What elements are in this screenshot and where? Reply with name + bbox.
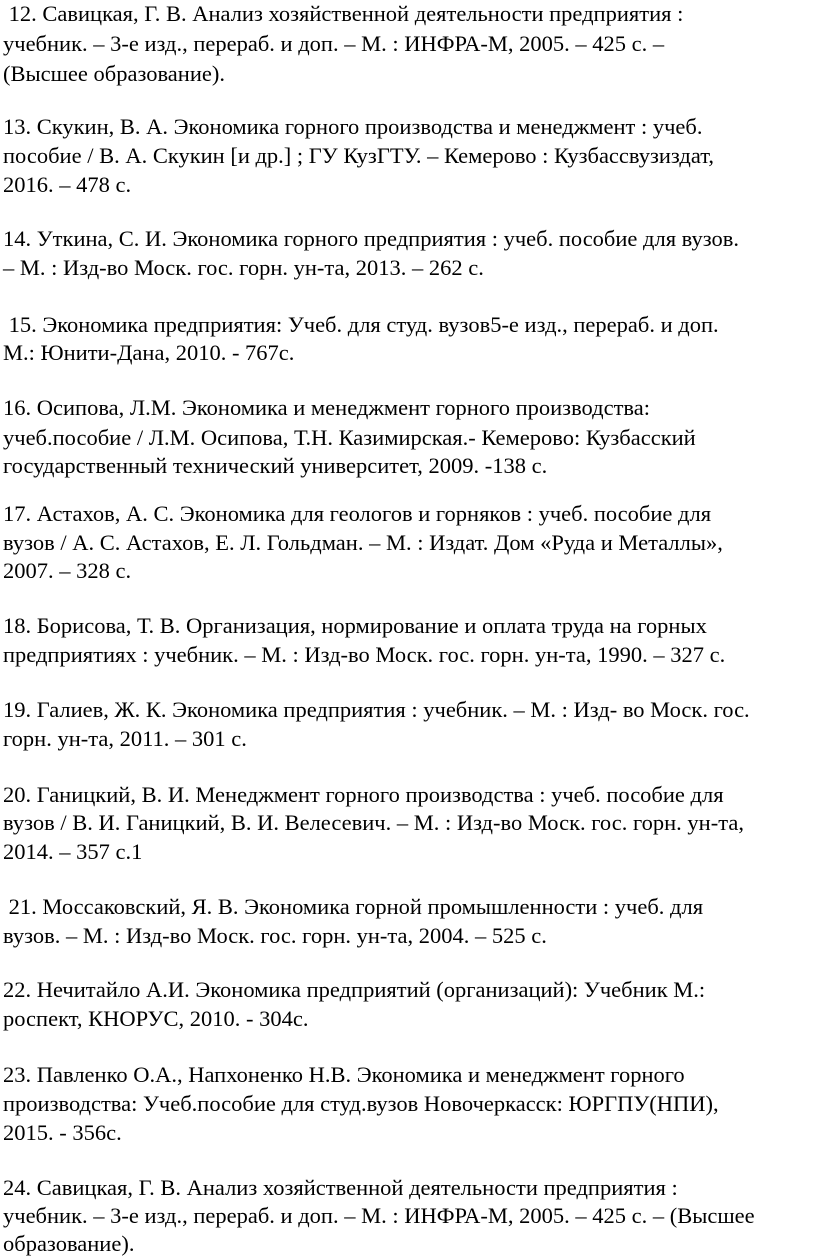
entry-line: вузов. – М. : Изд-во Моск. гос. горн. ун-та, 2004. – 525 с. — [3, 923, 547, 948]
entry-line: 23. Павленко О.А., Напхоненко Н.В. Экономика и менеджмент горного — [3, 1062, 685, 1087]
entry-line: роспект, КНОРУС, 2010. - 304с. — [3, 1006, 309, 1031]
entry-line: 16. Осипова, Л.М. Экономика и менеджмент горного производства: — [3, 395, 650, 420]
entry-line: М.: Юнити-Дана, 2010. - 767с. — [3, 340, 295, 365]
entry-line: вузов / А. С. Астахов, Е. Л. Гольдман. – М. : Издат. Дом «Руда и Металлы», — [3, 530, 723, 555]
entry-line: 19. Галиев, Ж. К. Экономика предприятия : учебник. – М. : Изд- во Моск. гос. — [3, 697, 750, 722]
entry-line: 21. Моссаковский, Я. В. Экономика горной промышленности : учеб. для — [3, 894, 704, 919]
entry-line: государственный технический университет, 2009. -138 с. — [3, 453, 548, 478]
entry-line: 20. Ганицкий, В. И. Менеджмент горного производства : учеб. пособие для — [3, 782, 724, 807]
entry-line: (Высшее образование). — [3, 61, 225, 86]
entry-line: 2007. – 328 с. — [3, 558, 132, 583]
entry-line: 18. Борисова, Т. В. Организация, нормирование и оплата труда на горных — [3, 613, 707, 638]
entry-line: образование). — [3, 1231, 135, 1256]
entry-line: 17. Астахов, А. С. Экономика для геологов и горняков : учеб. пособие для — [3, 501, 712, 526]
entry-line: 2014. – 357 с.1 — [3, 839, 143, 864]
entry-line: 13. Скукин, В. А. Экономика горного производства и менеджмент : учеб. — [3, 114, 703, 139]
entry-line: 12. Савицкая, Г. В. Анализ хозяйственной деятельности предприятия : — [3, 1, 684, 26]
entry-line: пособие / В. А. Скукин [и др.] ; ГУ КузГТУ. – Кемерово : Кузбассвузиздат, — [3, 143, 715, 168]
entry-line: учебник. – 3-е изд., перераб. и доп. – М. : ИНФРА-М, 2005. – 425 с. – — [3, 31, 665, 56]
entry-line: горн. ун-та, 2011. – 301 с. — [3, 726, 247, 751]
entry-line: 22. Нечитайло А.И. Экономика предприятий (организаций): Учебник М.: — [3, 977, 706, 1002]
entry-line: – М. : Изд-во Моск. гос. горн. ун-та, 2013. – 262 с. — [3, 255, 484, 280]
entry-line: 2016. – 478 с. — [3, 172, 132, 197]
entry-line: предприятиях : учебник. – М. : Изд-во Моск. гос. горн. ун-та, 1990. – 327 с. — [3, 642, 726, 667]
entry-line: 14. Уткина, С. И. Экономика горного предприятия : учеб. пособие для вузов. — [3, 226, 740, 251]
entry-line: производства: Учеб.пособие для студ.вузов Новочеркасск: ЮРГПУ(НПИ), — [3, 1091, 719, 1116]
entry-line: 15. Экономика предприятия: Учеб. для студ. вузов5-е изд., перераб. и доп. — [3, 312, 719, 337]
entry-line: 2015. - 356с. — [3, 1120, 122, 1145]
entry-line: учеб.пособие / Л.М. Осипова, Т.Н. Казимирская.- Кемерово: Кузбасский — [3, 425, 696, 450]
entry-line: учебник. – 3-е изд., перераб. и доп. – М. : ИНФРА-М, 2005. – 425 с. – (Высшее — [3, 1203, 755, 1228]
entry-line: вузов / В. И. Ганицкий, В. И. Велесевич. – М. : Изд-во Моск. гос. горн. ун-та, — [3, 810, 744, 835]
entry-line: 24. Савицкая, Г. В. Анализ хозяйственной деятельности предприятия : — [3, 1175, 678, 1200]
